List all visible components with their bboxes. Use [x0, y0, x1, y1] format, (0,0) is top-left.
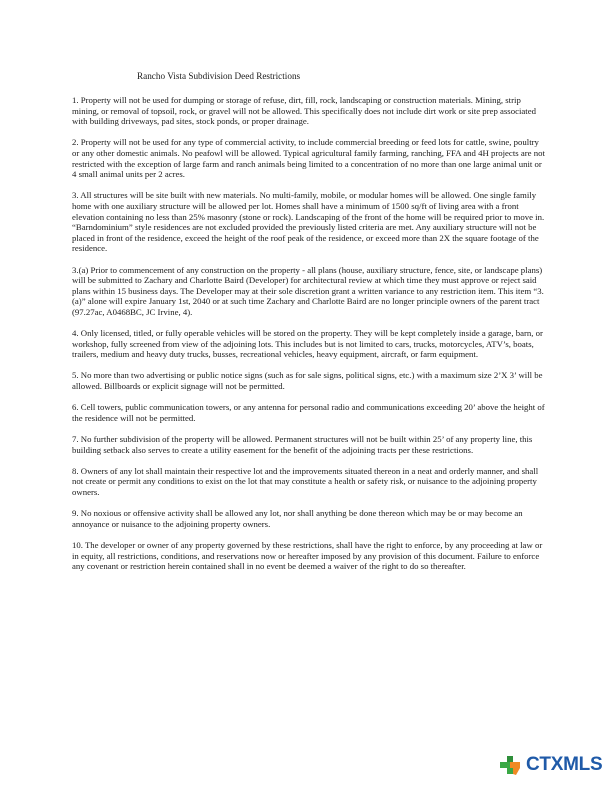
clause-2: 2. Property will not be used for any type of commercial activity, to include commercial breeding or feed lots for cattle, swine, poultry or any other domestic animals. No peafowl will be allowed. Typical agricultural family farming, ranching, FFA and 4H projects are not restricted with the exception of large farm and ranch animals being limited to a concentration of no more than one large animal unit or 4 small animal units per 2 acres.: [72, 137, 545, 180]
clause-4: 4. Only licensed, titled, or fully operable vehicles will be stored on the property. They will be kept completely inside a garage, barn, or workshop, fully screened from view of the adjoining lots. This includes but is not limited to cars, trucks, motorcycles, ATV’s, boats, trailers, medium and heavy duty trucks, busses, recreational vehicles, heavy equipment, aircraft, or farm equipment.: [72, 328, 543, 360]
document-body: [72, 95, 547, 582]
clause-6: 6. Cell towers, public communication towers, or any antenna for personal radio and communications exceeding 20’ above the height of the residence will not be permitted.: [72, 402, 545, 423]
clause-8: 8. Owners of any lot shall maintain their respective lot and the improvements situated thereon in a neat and orderly manner, and shall not create or permit any conditions to exist on the lot that may constitute a health or safety risk, or nuisance to the adjoining property owners.: [72, 465, 539, 497]
clause-3a: 3.(a) Prior to commencement of any construction on the property - all plans (house, auxiliary structure, fence, site, or landscape plans) will be submitted to Zachary and Charlotte Baird (Developer) for architectural review at which time they must approve or reject said plans within 15 business days. The Developer may at their sole discretion grant a written variance to any restriction item. This item “3.(a)” alone will expire January 1st, 2040 or at such time Zachary and Charlotte Baird are no longer principle owners of the parent tract (97.27ac, A0468BC, JC Irvine, 4).: [72, 264, 544, 317]
texas-plus-icon: [498, 753, 524, 777]
logo-text-ctx: CTX: [526, 754, 564, 775]
ctxmls-logo: [498, 752, 602, 778]
clause-10: 10. The developer or owner of any property governed by these restrictions, shall have the right to enforce, by any proceeding at law or in equity, all restrictions, conditions, and reservations now or hereafter imposed by any provision of this document. Failure to enforce any covenant or restriction herein contained shall in no event be deemed a waiver of the right to do so thereafter.: [72, 539, 543, 572]
document-title: Rancho Vista Subdivision Deed Restrictions: [137, 71, 301, 81]
logo-text-mls: MLS: [563, 754, 603, 775]
clause-1: 1. Property will not be used for dumping or storage of refuse, dirt, fill, rock, landscaping or construction materials. Mining, strip mining, or removal of topsoil, rock, or gravel will not be allowed. This specifically does not include dirt work or site prep associated with building driveways, pad sites, stock ponds, or proper drainage.: [72, 95, 536, 127]
clause-3: 3. All structures will be site built with new materials. No multi-family, mobile, or modular homes will be allowed. One single family home with one auxiliary structure will be allowed per lot. Homes shall have a minimum of 1500 sq/ft of living area with a front elevation containing no less than 25% masonry (stone or rock). Landscaping of the front of the home will be required prior to move in. “Barndominium” style residences are not excluded provided the previously listed criteria are met. Any auxiliary structure will not be placed in front of the residence, exceed the height of the roof peak of the residence, or exceed more than 2X the square footage of the residence.: [72, 190, 545, 254]
logo-wordmark: [526, 754, 602, 776]
clause-5: 5. No more than two advertising or public notice signs (such as for sale signs, political signs, etc.) with a maximum size 2’X 3’ will be allowed. Billboards or explicit signage will not be permitted.: [72, 370, 543, 392]
clause-7: 7. No further subdivision of the property will be allowed. Permanent structures will not be built within 25’ of any property line, this building setback also serves to create a utility easement for the benefit of the adjoining tracts per these restrictions.: [72, 434, 533, 455]
clause-9: 9. No noxious or offensive activity shall be allowed any lot, nor shall anything be done thereon which may be or may become an annoyance or nuisance to the adjoining property owners.: [72, 508, 523, 529]
